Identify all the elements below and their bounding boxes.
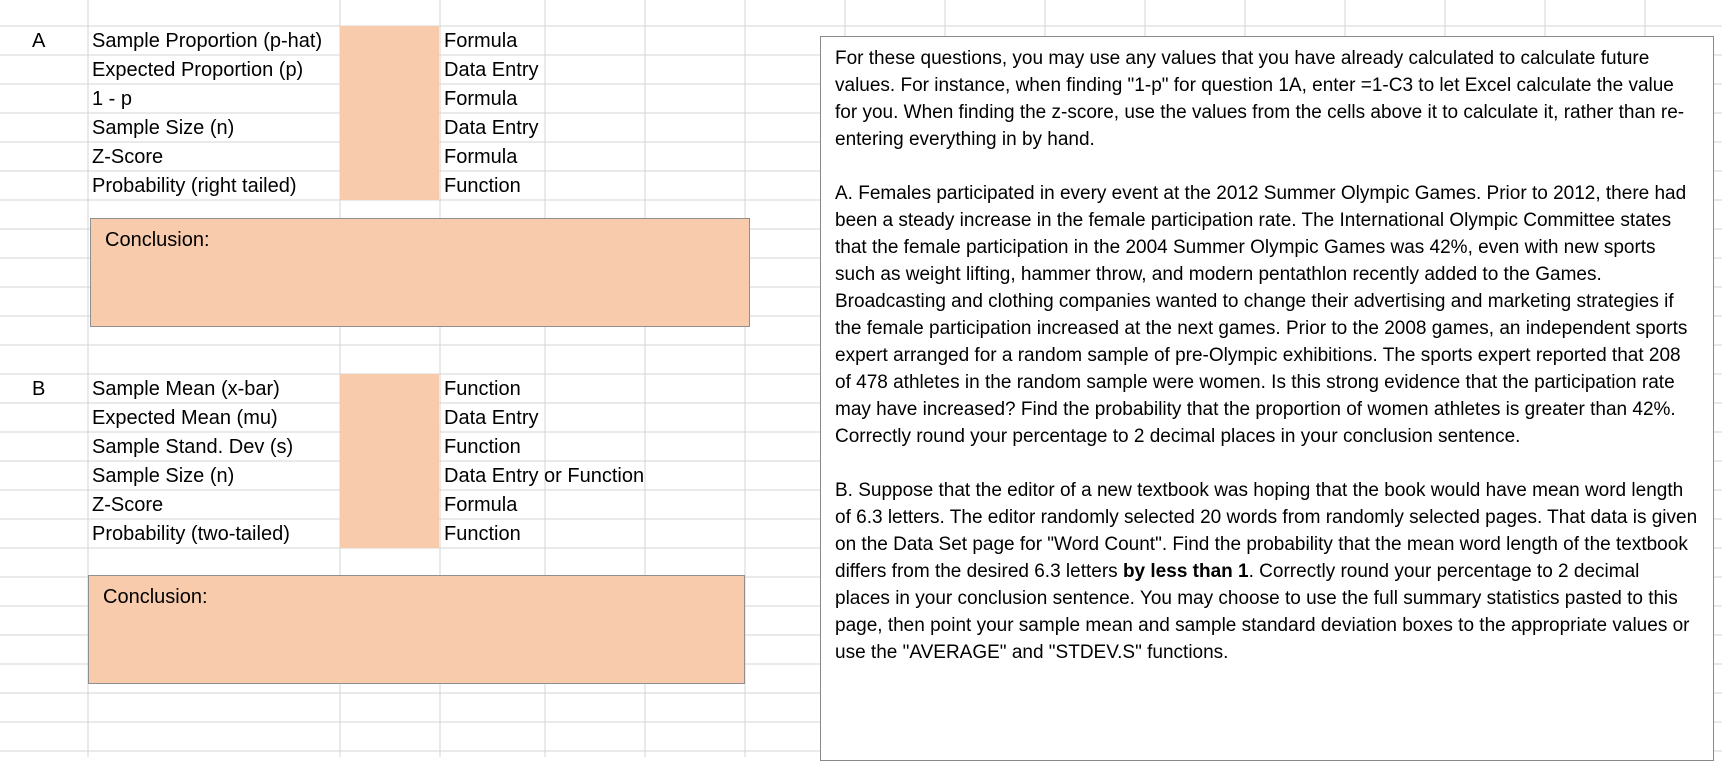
row-type: Function [444,436,521,458]
row-type: Function [444,175,521,197]
row-label: Sample Size (n) [92,117,235,139]
row-label: Sample Mean (x-bar) [92,378,280,400]
row-type: Formula [444,146,518,168]
row-type: Formula [444,88,518,110]
question-b-part1: B. Suppose that the editor of a new textbook was hoping that the book would have mean word length of 6.3 letters. The editor randomly selected 20 words from randomly selected pages. That data is given on the Data Set page for "Word Count". Find the probability that the mean word length of the textbook differs from the desired 6.3 letters [835,480,1698,582]
row-label: Sample Proportion (p-hat) [92,30,323,52]
section-b-input-cells[interactable] [340,374,439,548]
conclusion-box-a[interactable] [90,218,750,327]
row-type: Formula [444,494,518,516]
conclusion-label: Conclusion: [103,586,208,608]
row-label: Probability (right tailed) [92,175,297,197]
question-b-emphasis: by less than 1 [1122,561,1249,582]
row-label: 1 - p [92,88,133,110]
section-a-label: A [32,30,46,52]
question-b-text [835,477,1699,666]
instructions-intro: For these questions, you may use any values that you have already calculated to calculate future values. For instance, when finding "1-p" for question 1A, enter =1-C3 to let Excel calculate the value for you. When finding the z-score, use the values from the cells above it to calculate it, rather than re-entering everything in by hand. [835,48,1685,150]
row-type: Data Entry [444,117,539,139]
row-label: Sample Stand. Dev (s) [92,436,294,458]
question-a-text: A. Females participated in every event at the 2012 Summer Olympic Games. Prior to 2012, there had been a steady increase in the female participation rate. The International Olympic Committee states that the female participation in the 2004 Summer Olympic Games was 42%, even with new sports such as weight lifting, hammer throw, and modern pentathlon recently added to the Games. Broadcasting and clothing companies wanted to change their advertising and marketing strategies if the female participation increased at the next games. Prior to the 2008 games, an independent sports expert arranged for a random sample of pre-Olympic exhibitions. The sports expert reported that 208 of 478 athletes in the random sample were women. Is this strong evidence that the participation rate may have increased? Find the probability that the proportion of women athletes is greater than 42%. Correctly round your percentage to 2 decimal places in your conclusion sentence. [835,183,1688,447]
row-label: Probability (two-tailed) [92,523,290,545]
section-b-label: B [32,378,46,400]
row-type: Formula [444,30,518,52]
conclusion-label: Conclusion: [105,229,210,251]
row-label: Z-Score [92,146,164,168]
row-label: Expected Mean (mu) [92,407,278,429]
row-label: Z-Score [92,494,164,516]
row-type: Data Entry [444,407,539,429]
row-type: Function [444,378,521,400]
question-b-part2: . Correctly round your percentage to 2 decimal places in your conclusion sentence. You may choose to use the full summary statistics pasted to this page, then point your sample mean and sample standard deviation boxes to the appropriate values or use the "AVERAGE" and "STDEV.S" functions. [835,561,1690,663]
row-type: Function [444,523,521,545]
row-label: Sample Size (n) [92,465,235,487]
row-type: Data Entry or Function [444,465,645,487]
section-a-input-cells[interactable] [340,26,439,200]
instructions-textbox[interactable] [820,36,1714,761]
row-label: Expected Proportion (p) [92,59,304,81]
row-type: Data Entry [444,59,539,81]
conclusion-box-b[interactable] [88,575,745,684]
